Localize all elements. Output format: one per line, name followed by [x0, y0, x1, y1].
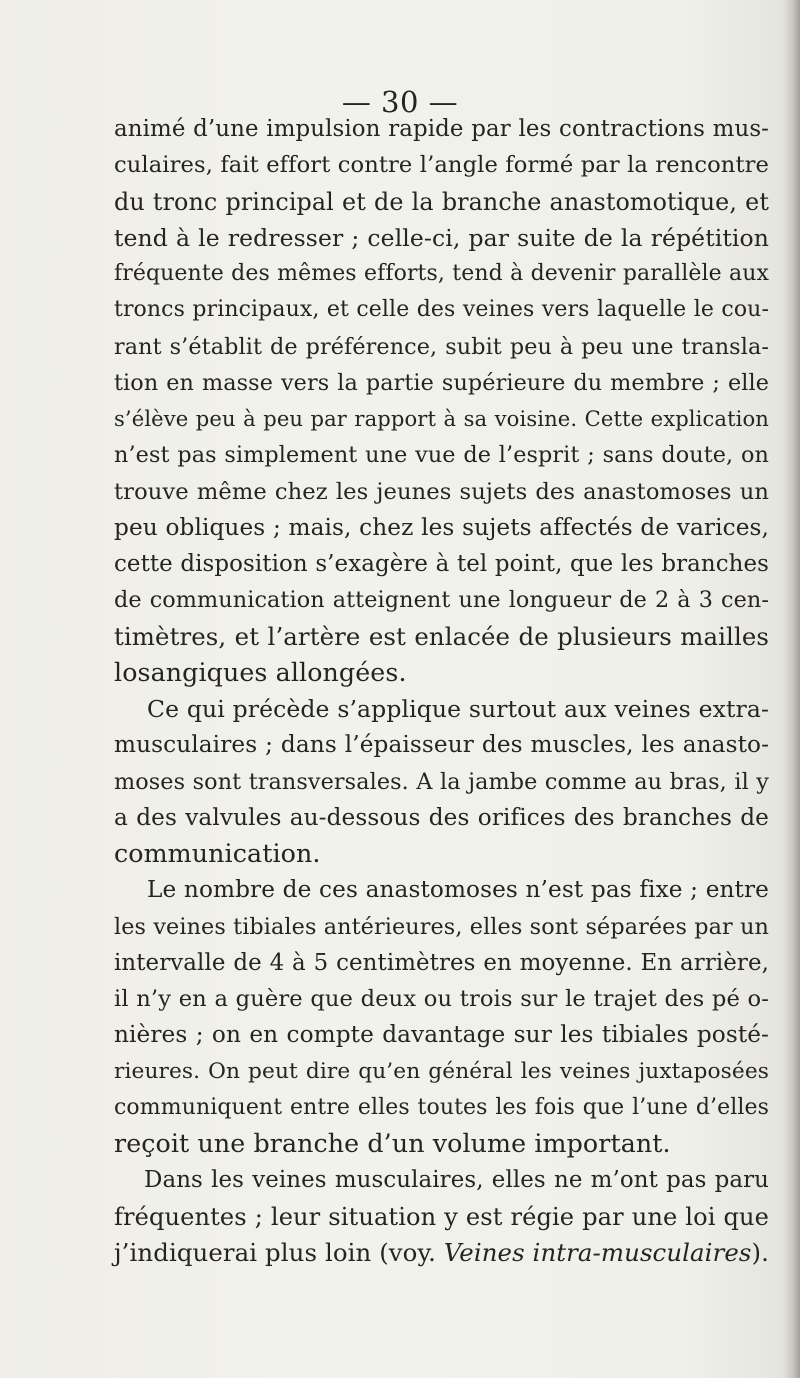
text-line: intervalle de 4 à 5 centimètres en moyenne. En arrière, [114, 949, 769, 976]
body-text [114, 111, 769, 1271]
italic-reference: Veines intra-musculaires [443, 1237, 752, 1267]
text-line: nières ; on en compte davantage sur les tibiales posté- [114, 1021, 769, 1049]
text-line-last [114, 1235, 769, 1271]
text-line: il n’y en a guère que deux ou trois sur le trajet des pé o- [114, 986, 769, 1012]
text-line: losangiques allongées. [114, 657, 407, 687]
text-line: de communication atteignent une longueur de 2 à 3 cen- [114, 587, 769, 614]
text-line: fréquentes ; leur situation y est régie par une loi que [114, 1202, 769, 1231]
text-line: a des valvules au-dessous des orifices des branches de [114, 803, 769, 831]
text-line: peu obliques ; mais, chez les sujets affectés de varices, [114, 513, 769, 541]
text-line: fréquente des mêmes efforts, tend à devenir parallèle aux [114, 261, 769, 286]
text-run: ). [751, 1237, 769, 1267]
text-line: communiquent entre elles toutes les fois que l’une d’elles [114, 1094, 769, 1120]
text-line: rieures. On peut dire qu’en général les veines juxtaposées [114, 1058, 769, 1084]
text-line: animé d’une impulsion rapide par les contractions mus- [114, 116, 769, 142]
text-line: Dans les veines musculaires, elles ne m’ont pas paru [144, 1167, 769, 1194]
text-line: trouve même chez les jeunes sujets des anastomoses un [114, 478, 769, 505]
text-line: n’est pas simplement une vue de l’esprit ; sans doute, on [114, 442, 769, 469]
text-line: Ce qui précède s’applique surtout aux veines extra- [147, 695, 769, 723]
text-line: timètres, et l’artère est enlacée de plusieurs mailles [114, 621, 769, 651]
text-line: cette disposition s’exagère à tel point, que les branches [114, 551, 769, 577]
text-line: moses sont transversales. A la jambe comme au bras, il y [114, 768, 769, 795]
page-number: — 30 — [341, 85, 459, 119]
text-line: communication. [114, 839, 321, 868]
text-line: musculaires ; dans l’épaisseur des muscles, les anasto- [114, 731, 769, 759]
page-edge-shadow [784, 0, 800, 1378]
text-line: tend à le redresser ; celle-ci, par suite de la répétition [114, 223, 769, 252]
text-line: Le nombre de ces anastomoses n’est pas fixe ; entre [147, 876, 769, 904]
text-line: troncs principaux, et celle des veines vers laquelle le cou- [114, 297, 769, 323]
text-run: j’indiquerai plus loin (voy. [114, 1237, 444, 1267]
text-line: reçoit une branche d’un volume important. [114, 1129, 671, 1158]
text-line: les veines tibiales antérieures, elles sont séparées par un [114, 913, 769, 940]
text-line: s’élève peu à peu par rapport à sa voisine. Cette explication [114, 406, 769, 431]
text-line: rant s’établit de préférence, subit peu à peu une transla- [114, 333, 769, 360]
text-line: culaires, fait effort contre l’angle formé par la rencontre [114, 152, 769, 179]
text-line: tion en masse vers la partie supérieure du membre ; elle [114, 369, 769, 396]
text-line: du tronc principal et de la branche anastomotique, et [114, 187, 769, 216]
